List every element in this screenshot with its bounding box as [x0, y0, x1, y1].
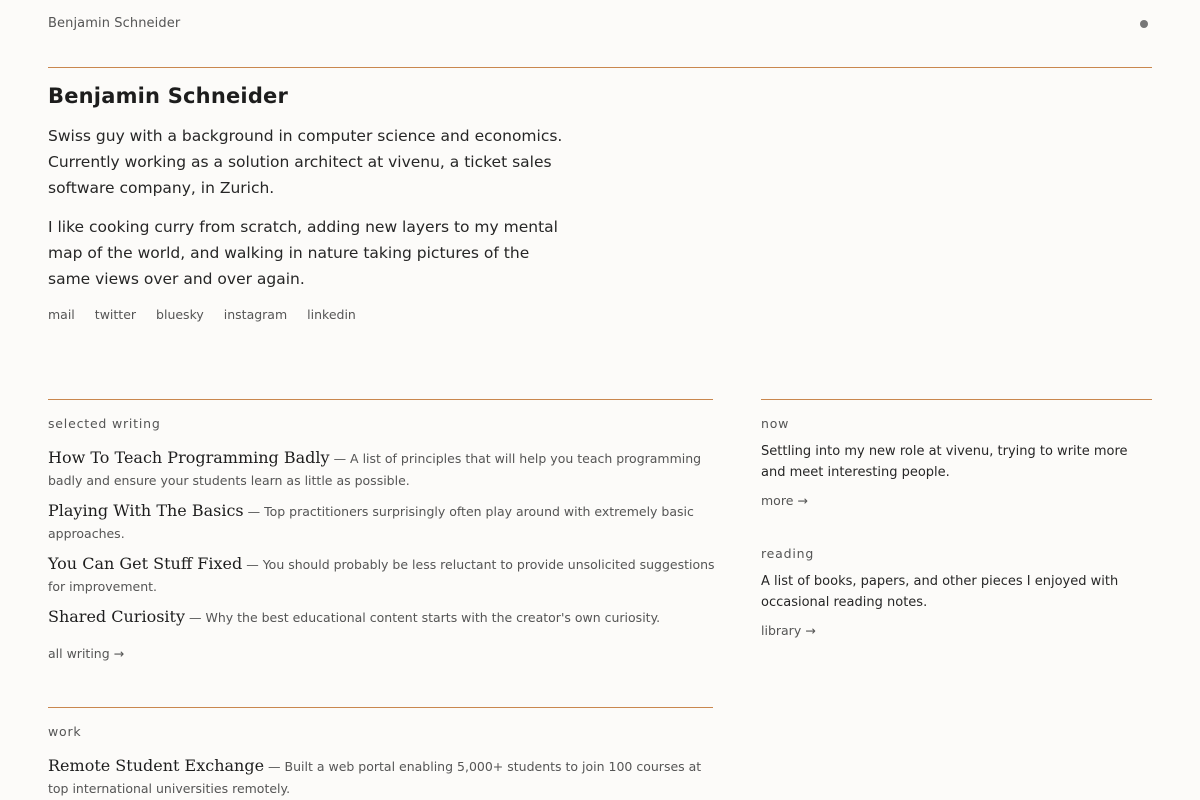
social-link-linkedin[interactable]: linkedin	[307, 307, 356, 322]
list-item	[48, 755, 718, 800]
social-link-instagram[interactable]: instagram	[223, 307, 288, 322]
writing-description: Top practitioners surprisingly often play around with extremely basic approaches.	[48, 504, 694, 541]
now-text: Settling into my new role at vivenu, trying to write more and meet interesting people.	[761, 444, 1128, 480]
writing-title-link[interactable]: How To Teach Programming Badly	[48, 448, 330, 467]
writing-title-link[interactable]: Playing With The Basics	[48, 501, 244, 520]
social-link-mail[interactable]: mail	[48, 307, 75, 322]
writing-section-label: selected writing	[48, 416, 161, 431]
social-link-twitter[interactable]: twitter	[94, 307, 137, 322]
bio-paragraph-1: Swiss guy with a background in computer science and economics. Currently working as a solution architect at vivenu, a ticket sales software company, in Zurich.	[48, 127, 563, 197]
separator: —	[247, 504, 261, 519]
reading-text: A list of books, papers, and other pieces I enjoyed with occasional reading notes.	[761, 574, 1119, 610]
theme-toggle-icon[interactable]	[1140, 20, 1148, 28]
list-item	[48, 553, 718, 598]
separator: —	[268, 759, 281, 774]
now-section-label: now	[761, 416, 790, 431]
work-description: Built a web portal enabling 5,000+ students to join 100 courses at top international universities remotely.	[48, 759, 702, 796]
reading-section-label: reading	[761, 546, 815, 561]
writing-description: Why the best educational content starts with the creator's own curiosity.	[205, 610, 661, 625]
writing-description: You should probably be less reluctant to provide unsolicited suggestions for improvement.	[48, 557, 715, 594]
separator: —	[333, 451, 347, 466]
work-section-label: work	[48, 724, 82, 739]
writing-divider	[48, 399, 713, 400]
work-list	[48, 755, 718, 800]
list-item	[48, 606, 718, 629]
writing-list	[48, 447, 718, 637]
work-divider	[48, 707, 713, 708]
now-more-link[interactable]: more →	[761, 493, 808, 508]
all-writing-link[interactable]: all writing →	[48, 646, 125, 661]
now-divider	[761, 399, 1152, 400]
writing-title-link[interactable]: Shared Curiosity	[48, 607, 185, 626]
writing-title-link[interactable]: You Can Get Stuff Fixed	[48, 554, 243, 573]
writing-description: A list of principles that will help you teach programming badly and ensure your students learn as little as possible.	[48, 451, 702, 488]
library-link[interactable]: library →	[761, 623, 816, 638]
social-links	[48, 307, 356, 322]
work-title-link[interactable]: Remote Student Exchange	[48, 756, 265, 775]
separator: —	[246, 557, 259, 572]
social-link-bluesky[interactable]: bluesky	[156, 307, 204, 322]
list-item	[48, 447, 718, 492]
separator: —	[188, 610, 202, 625]
list-item	[48, 500, 718, 545]
page-title: Benjamin Schneider	[48, 84, 289, 108]
bio-paragraph-2: I like cooking curry from scratch, adding new layers to my mental map of the world, and walking in nature taking pictures of the same views over and over again.	[48, 218, 558, 288]
header-divider	[48, 67, 1152, 68]
site-name-link[interactable]: Benjamin Schneider	[48, 16, 181, 31]
